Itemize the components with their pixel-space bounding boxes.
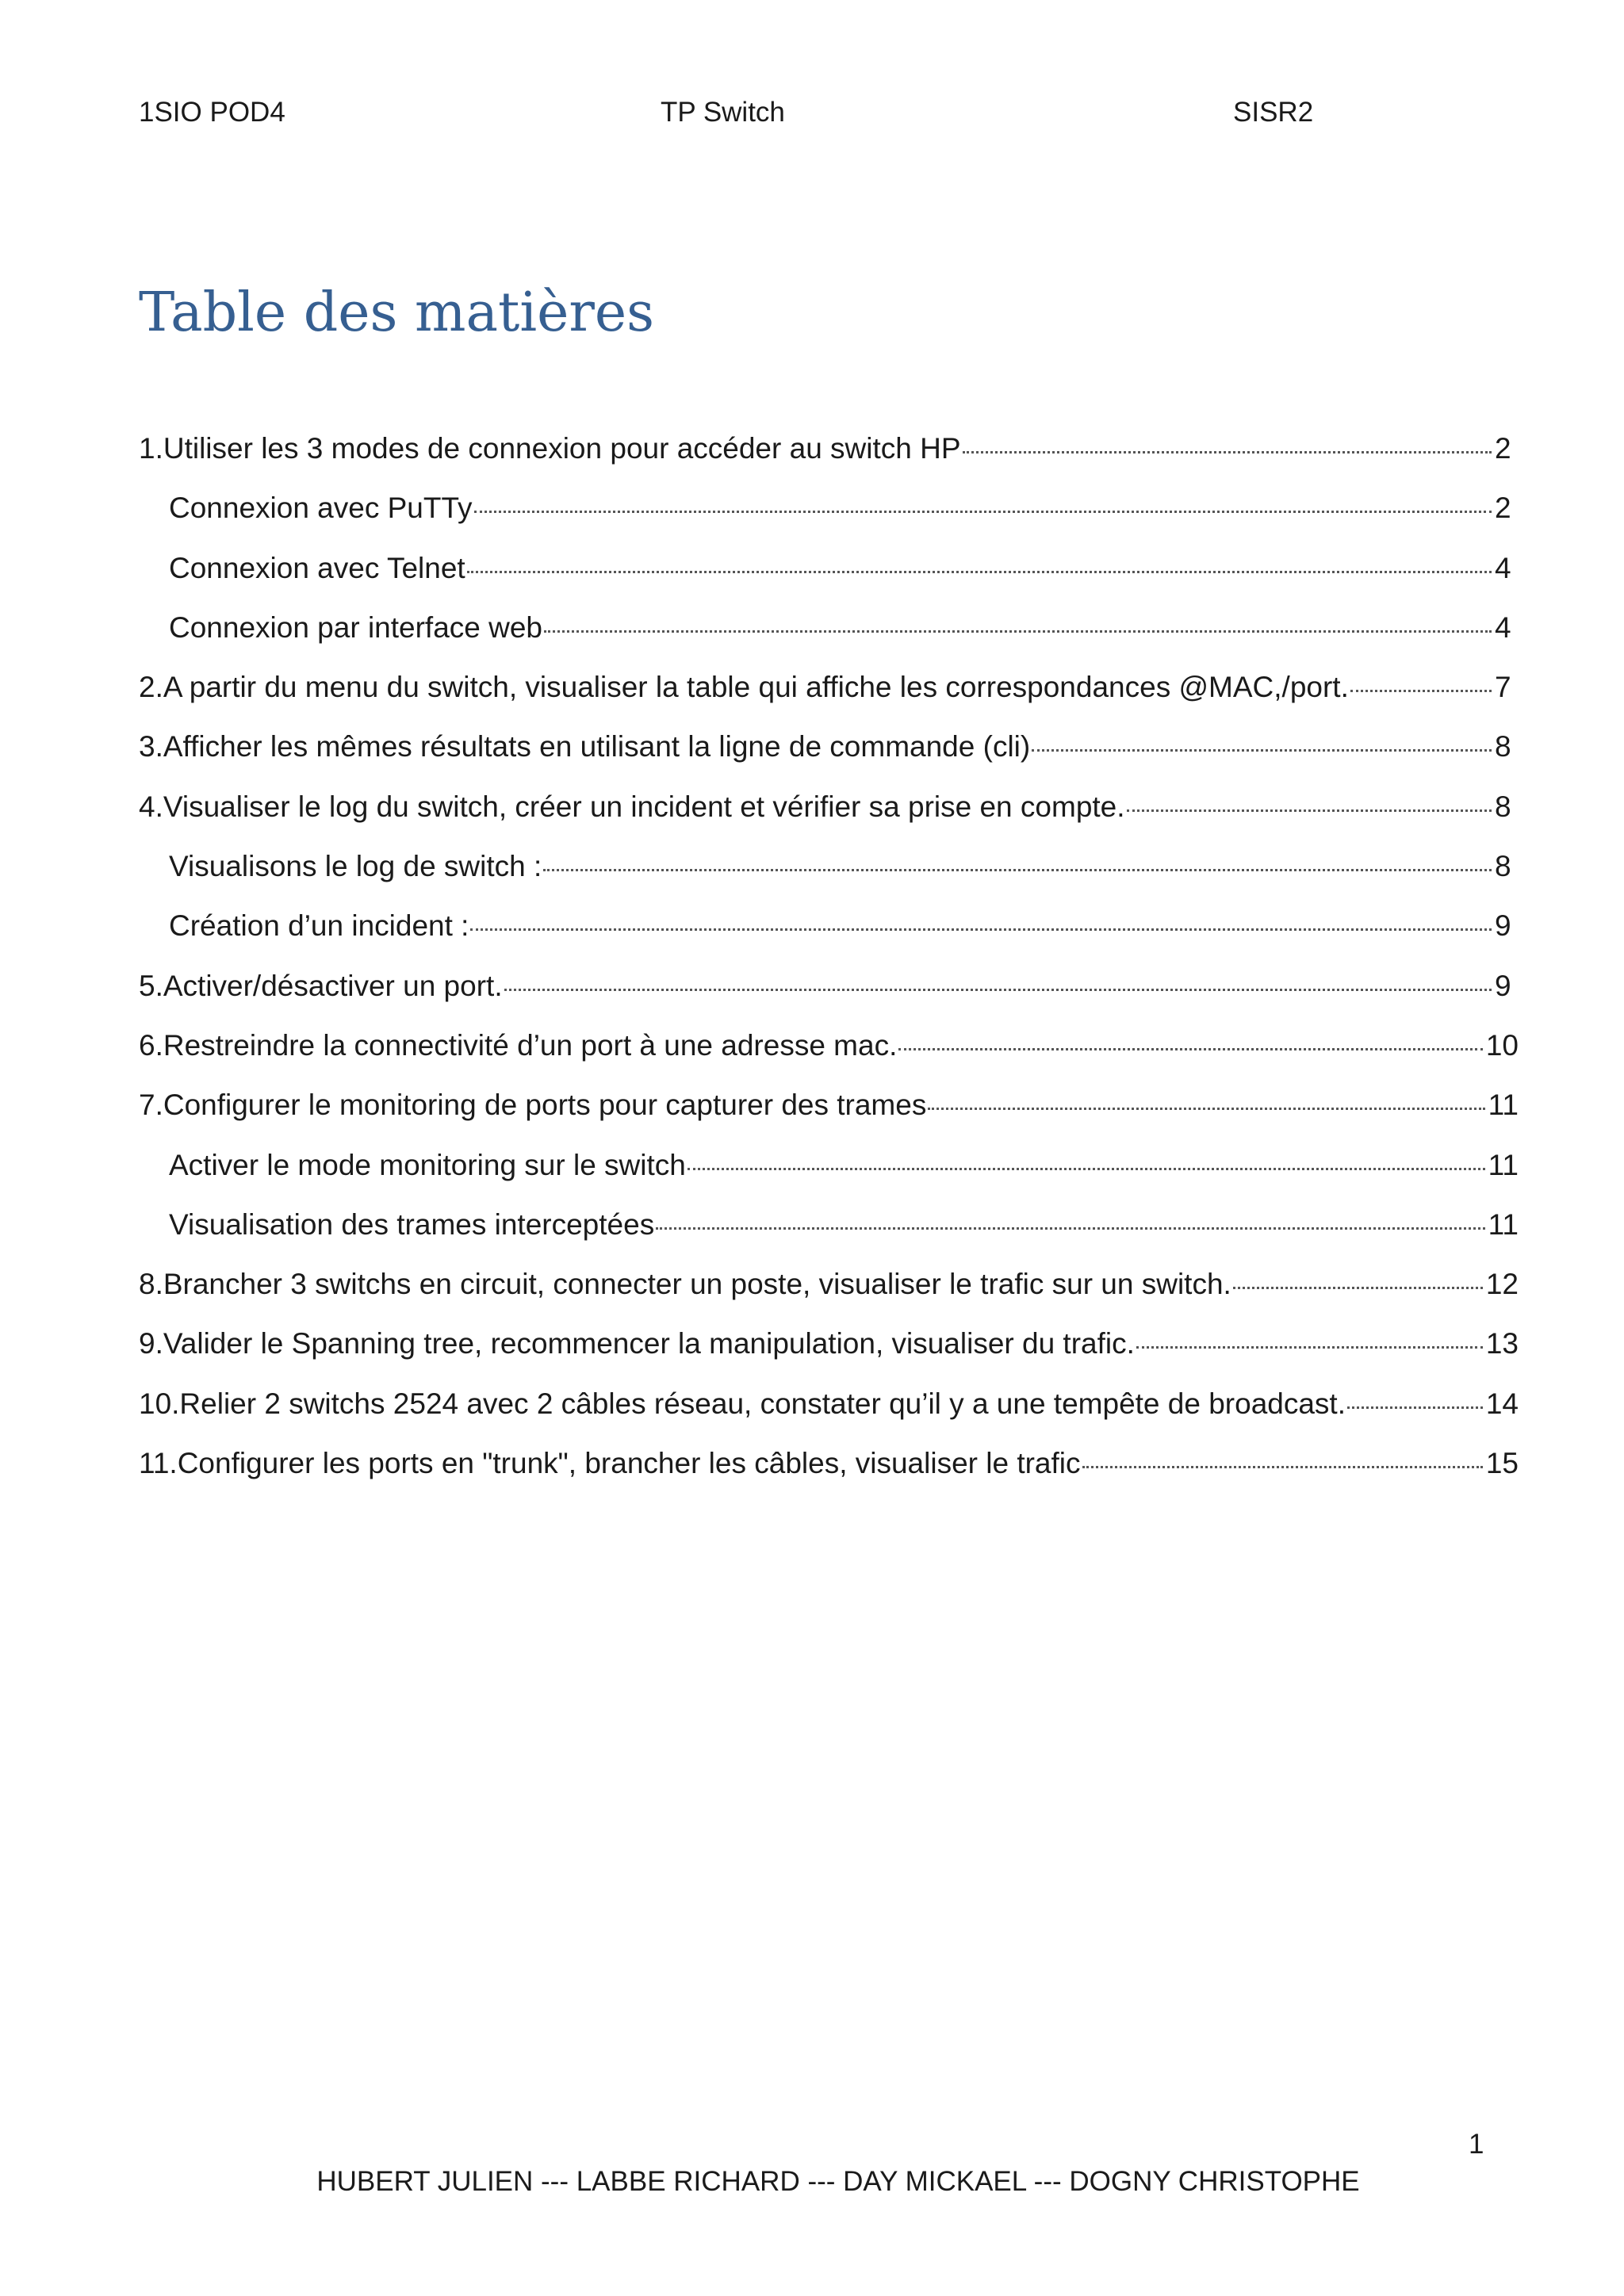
toc-entry-text: Connexion par interface web (169, 610, 543, 644)
toc-leader-dots (1233, 1287, 1483, 1289)
toc-entry-page: 9 (1495, 909, 1511, 943)
toc-leader-dots (1032, 749, 1492, 752)
toc-entry-10[interactable] (139, 1383, 1519, 1443)
page-footer: HUBERT JULIEN --- LABBE RICHARD --- DAY MICKAEL --- DOGNY CHRISTOPHE (316, 2166, 1360, 2197)
toc-entry-7[interactable] (139, 1085, 1519, 1144)
toc-leader-dots (1127, 809, 1492, 812)
toc-entry-text: 4.Visualiser le log du switch, créer un incident et vérifier sa prise en compte. (139, 790, 1125, 823)
toc-entry-text: Activer le mode monitoring sur le switch (169, 1148, 686, 1181)
toc-entry-2[interactable] (139, 667, 1519, 726)
toc-entry-9[interactable] (139, 1323, 1519, 1383)
toc-entry-page: 13 (1485, 1327, 1519, 1360)
page-header (139, 97, 1519, 136)
toc-entry-text: 5.Activer/désactiver un port. (139, 969, 503, 1002)
toc-entry-log[interactable] (139, 846, 1519, 905)
toc-entry-text: 9.Valider le Spanning tree, recommencer la manipulation, visualiser du trafic. (139, 1327, 1135, 1360)
toc-entry-page: 8 (1495, 790, 1511, 823)
toc-entry-5[interactable] (139, 966, 1519, 1025)
toc-entry-6[interactable] (139, 1025, 1519, 1085)
toc-entry-page: 11 (1488, 1148, 1519, 1181)
toc-leader-dots (504, 989, 1492, 991)
toc-entry-trames[interactable] (139, 1204, 1519, 1264)
toc-leader-dots (688, 1168, 1485, 1170)
toc-entry-page: 11 (1488, 1207, 1519, 1241)
toc-entry-text: Connexion avec Telnet (169, 551, 465, 584)
toc-leader-dots (928, 1108, 1484, 1110)
toc-entry-text: 2.A partir du menu du switch, visualiser la table qui affiche les correspondances @MAC,/port. (139, 671, 1349, 704)
toc-entry-text: 11.Configurer les ports en "trunk", brancher les câbles, visualiser le trafic (139, 1447, 1081, 1480)
toc-entry-page: 7 (1495, 671, 1511, 704)
toc-leader-dots (474, 511, 1492, 513)
toc-entry-text: Connexion avec PuTTy (169, 492, 473, 525)
toc-entry-text: 6.Restreindre la connectivité d’un port à une adresse mac. (139, 1028, 898, 1062)
toc-entry-3[interactable] (139, 726, 1519, 786)
toc-leader-dots (470, 928, 1492, 931)
toc-leader-dots (543, 869, 1492, 871)
toc-entry-page: 10 (1485, 1028, 1519, 1062)
toc-title: Table des matières (139, 281, 655, 344)
toc-leader-dots (656, 1227, 1484, 1230)
toc-leader-dots (467, 571, 1492, 573)
toc-entry-page: 9 (1495, 969, 1511, 1002)
toc-entry-incident[interactable] (139, 905, 1519, 965)
header-right: SISR2 (1233, 97, 1314, 128)
toc-entry-page: 2 (1495, 492, 1511, 525)
toc-entry-page: 8 (1495, 730, 1511, 763)
toc-leader-dots (1347, 1406, 1483, 1409)
toc-entry-web[interactable] (139, 607, 1519, 667)
toc-entry-page: 2 (1495, 432, 1511, 465)
toc-entry-page: 4 (1495, 551, 1511, 584)
toc-entry-1[interactable] (139, 428, 1519, 488)
toc-list (139, 428, 1519, 1502)
toc-entry-text: Visualisons le log de switch : (169, 850, 542, 883)
toc-leader-dots (1136, 1346, 1483, 1349)
toc-entry-text: 10.Relier 2 switchs 2524 avec 2 câbles réseau, constater qu’il y a une tempête de broadcast. (139, 1387, 1346, 1420)
toc-entry-page: 11 (1488, 1089, 1519, 1122)
toc-entry-text: 3.Afficher les mêmes résultats en utilisant la ligne de commande (cli) (139, 730, 1031, 763)
toc-leader-dots (1082, 1466, 1483, 1468)
toc-leader-dots (898, 1048, 1482, 1050)
toc-entry-page: 4 (1495, 610, 1511, 644)
toc-leader-dots (963, 451, 1492, 453)
page-number: 1 (1469, 2129, 1484, 2160)
toc-entry-putty[interactable] (139, 488, 1519, 547)
toc-entry-text: 1.Utiliser les 3 modes de connexion pour accéder au switch HP (139, 432, 961, 465)
toc-entry-text: 7.Configurer le monitoring de ports pour capturer des trames (139, 1089, 927, 1122)
toc-entry-4[interactable] (139, 786, 1519, 846)
toc-entry-text: Visualisation des trames interceptées (169, 1207, 655, 1241)
toc-leader-dots (1350, 690, 1492, 692)
header-left: 1SIO POD4 (139, 97, 285, 128)
toc-entry-page: 15 (1485, 1447, 1519, 1480)
header-center: TP Switch (661, 97, 785, 128)
toc-entry-page: 12 (1485, 1268, 1519, 1301)
toc-entry-text: 8.Brancher 3 switchs en circuit, connecter un poste, visualiser le trafic sur un switch. (139, 1268, 1231, 1301)
toc-entry-page: 8 (1495, 850, 1511, 883)
toc-entry-text: Création d’un incident : (169, 909, 469, 943)
toc-entry-telnet[interactable] (139, 548, 1519, 607)
toc-entry-page: 14 (1485, 1387, 1519, 1420)
toc-leader-dots (544, 630, 1492, 633)
toc-entry-8[interactable] (139, 1264, 1519, 1323)
toc-entry-11[interactable] (139, 1443, 1519, 1502)
toc-entry-monitoring[interactable] (139, 1145, 1519, 1204)
